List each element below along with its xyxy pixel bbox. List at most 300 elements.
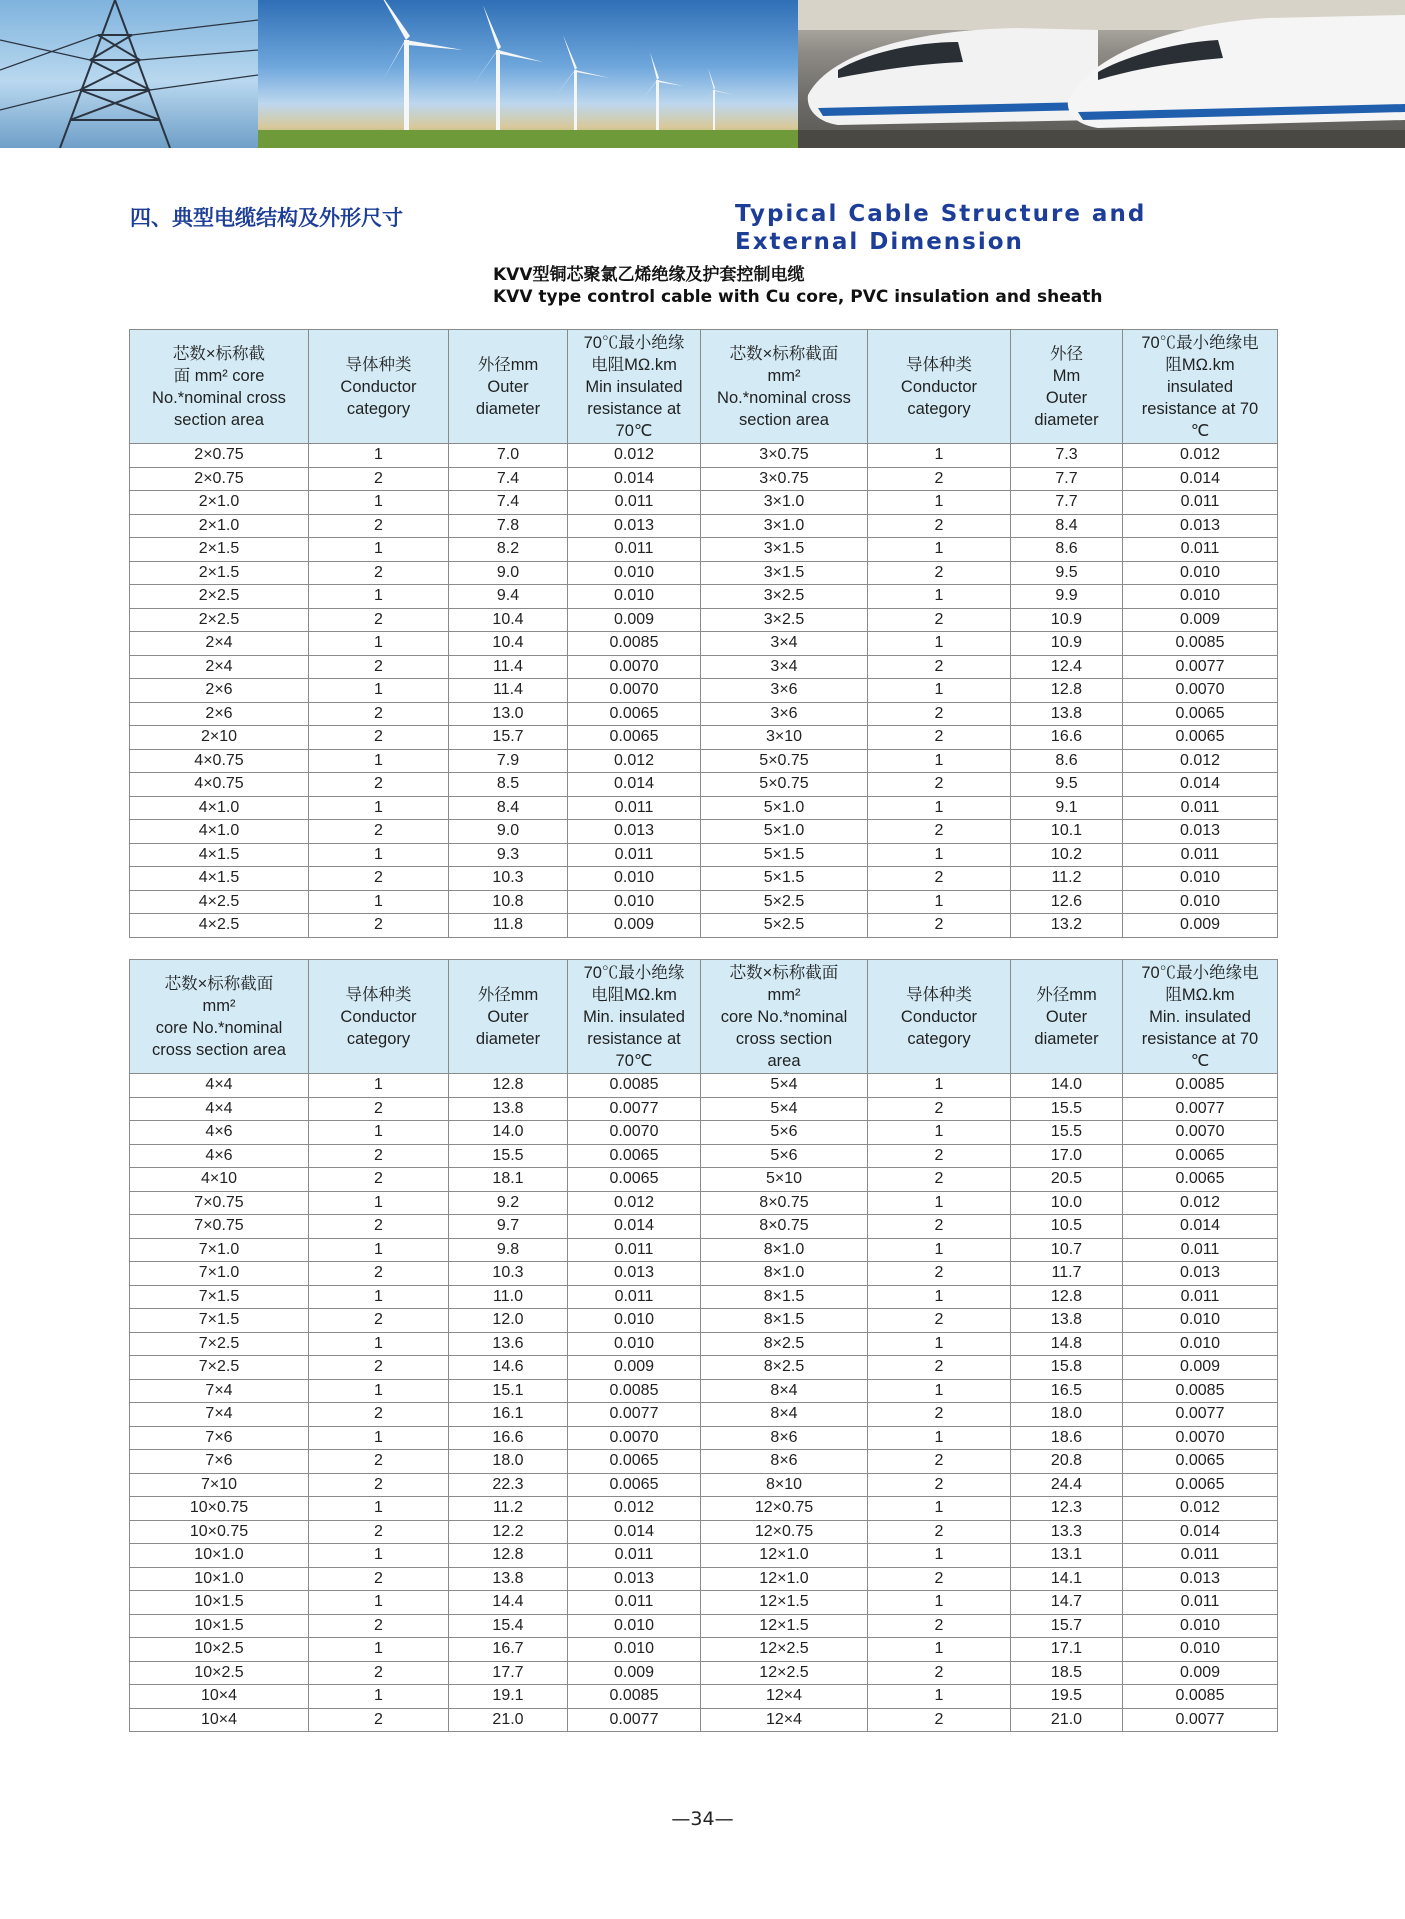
- table-cell: 2: [309, 867, 449, 891]
- table-cell: 3×2.5: [701, 608, 868, 632]
- table-cell: 16.1: [449, 1403, 568, 1427]
- table-cell: 17.1: [1011, 1638, 1123, 1662]
- table-cell: 10.8: [449, 890, 568, 914]
- table-cell: 0.010: [568, 585, 701, 609]
- table-cell: 7×1.0: [130, 1262, 309, 1286]
- column-header: [309, 960, 449, 1074]
- high-speed-train-image: [798, 0, 1405, 148]
- table-cell: 8.4: [449, 796, 568, 820]
- table-cell: 2: [868, 1450, 1011, 1474]
- table-cell: 10.4: [449, 632, 568, 656]
- column-header-line: 芯数×标称截面: [164, 974, 274, 993]
- table-cell: 2: [868, 561, 1011, 585]
- table-cell: 0.011: [1123, 1238, 1278, 1262]
- table-cell: 2: [309, 655, 449, 679]
- table-row: [130, 796, 1278, 820]
- table-row: [130, 1309, 1278, 1333]
- table-cell: 12×4: [701, 1708, 868, 1732]
- table-row: [130, 632, 1278, 656]
- table-cell: 10×0.75: [130, 1520, 309, 1544]
- table-cell: 0.010: [568, 1332, 701, 1356]
- column-header-line: cross section: [735, 1029, 833, 1048]
- column-header: [130, 330, 309, 444]
- table-row: [130, 1285, 1278, 1309]
- table-cell: 0.011: [568, 1544, 701, 1568]
- column-header: [868, 960, 1011, 1074]
- table-cell: 2: [868, 1262, 1011, 1286]
- table-header-row: [130, 960, 1278, 1074]
- table-cell: 1: [868, 1685, 1011, 1709]
- table-cell: 0.0085: [1123, 1379, 1278, 1403]
- table-cell: 10×2.5: [130, 1638, 309, 1662]
- table-cell: 4×0.75: [130, 749, 309, 773]
- table-cell: 2: [309, 1097, 449, 1121]
- table-cell: 13.2: [1011, 914, 1123, 938]
- table-cell: 5×1.0: [701, 820, 868, 844]
- table-cell: 1: [309, 1074, 449, 1098]
- table-cell: 8×1.5: [701, 1309, 868, 1333]
- table-cell: 0.011: [1123, 538, 1278, 562]
- table-cell: 0.0077: [568, 1708, 701, 1732]
- table-cell: 1: [309, 1497, 449, 1521]
- table-cell: 2×6: [130, 679, 309, 703]
- table-cell: 2: [309, 1450, 449, 1474]
- table-cell: 9.2: [449, 1191, 568, 1215]
- table-cell: 0.012: [568, 1191, 701, 1215]
- table-cell: 12×1.0: [701, 1544, 868, 1568]
- table-cell: 2: [868, 1309, 1011, 1333]
- table-cell: 8×1.0: [701, 1238, 868, 1262]
- table-cell: 0.0065: [1123, 1450, 1278, 1474]
- table-cell: 7×6: [130, 1450, 309, 1474]
- column-header-line: ℃: [1190, 1051, 1210, 1070]
- table-cell: 2×2.5: [130, 608, 309, 632]
- column-header-line: 导体种类: [345, 985, 412, 1004]
- table-cell: 11.4: [449, 679, 568, 703]
- table-cell: 4×6: [130, 1121, 309, 1145]
- column-header-line: Min. insulated: [583, 1007, 685, 1026]
- table-cell: 0.0085: [568, 1074, 701, 1098]
- table-cell: 1: [309, 1191, 449, 1215]
- table-cell: 12×2.5: [701, 1661, 868, 1685]
- table-row: [130, 1332, 1278, 1356]
- table-cell: 7.3: [1011, 444, 1123, 468]
- table-row: [130, 890, 1278, 914]
- table-cell: 3×6: [701, 679, 868, 703]
- table-cell: 2: [868, 914, 1011, 938]
- table-cell: 0.012: [1123, 1191, 1278, 1215]
- table-cell: 2: [868, 726, 1011, 750]
- table-cell: 0.010: [1123, 1309, 1278, 1333]
- table-cell: 1: [868, 1638, 1011, 1662]
- table-cell: 10×1.0: [130, 1567, 309, 1591]
- table-cell: 5×1.5: [701, 867, 868, 891]
- table-cell: 0.012: [568, 749, 701, 773]
- table-cell: 12.8: [1011, 1285, 1123, 1309]
- table-cell: 12.2: [449, 1520, 568, 1544]
- table-cell: 1: [309, 1638, 449, 1662]
- table-row: [130, 444, 1278, 468]
- table-row: [130, 1450, 1278, 1474]
- table-cell: 14.0: [449, 1121, 568, 1145]
- table-cell: 0.0085: [1123, 1074, 1278, 1098]
- column-header-line: 电阻MΩ.km: [591, 985, 677, 1004]
- table-cell: 2×2.5: [130, 585, 309, 609]
- table-row: [130, 514, 1278, 538]
- table-cell: 0.010: [568, 867, 701, 891]
- table-row: [130, 1614, 1278, 1638]
- table-cell: 7×0.75: [130, 1215, 309, 1239]
- table-cell: 1: [309, 1379, 449, 1403]
- table-cell: 2: [309, 702, 449, 726]
- table-cell: 1: [309, 1544, 449, 1568]
- table-cell: 2: [309, 1708, 449, 1732]
- column-header-line: 导体种类: [906, 985, 972, 1004]
- table-cell: 8×6: [701, 1426, 868, 1450]
- table-cell: 1: [309, 1238, 449, 1262]
- column-header-line: 导体种类: [906, 355, 972, 374]
- table-cell: 10.9: [1011, 608, 1123, 632]
- table-cell: 2: [868, 1097, 1011, 1121]
- table-cell: 4×1.5: [130, 867, 309, 891]
- table-cell: 0.009: [568, 608, 701, 632]
- table-cell: 0.010: [1123, 561, 1278, 585]
- table-cell: 9.0: [449, 820, 568, 844]
- table-cell: 7×1.0: [130, 1238, 309, 1262]
- table-cell: 20.8: [1011, 1450, 1123, 1474]
- table-cell: 4×1.0: [130, 796, 309, 820]
- table-row: [130, 1544, 1278, 1568]
- table-cell: 0.0065: [568, 726, 701, 750]
- column-header-line: 70℃最小绝缘: [583, 333, 685, 352]
- table-cell: 7×4: [130, 1403, 309, 1427]
- table-cell: 12×1.5: [701, 1591, 868, 1615]
- table-cell: 13.8: [449, 1567, 568, 1591]
- table-cell: 0.0065: [1123, 726, 1278, 750]
- table-cell: 2×4: [130, 632, 309, 656]
- column-header-line: resistance at 70: [1141, 1029, 1259, 1048]
- table-cell: 12.6: [1011, 890, 1123, 914]
- column-header-line: Min. insulated: [1149, 1007, 1251, 1026]
- table-cell: 14.1: [1011, 1567, 1123, 1591]
- table-cell: 2: [309, 1473, 449, 1497]
- table-cell: 0.0065: [1123, 1473, 1278, 1497]
- table-cell: 1: [868, 1544, 1011, 1568]
- table-cell: 2: [868, 1567, 1011, 1591]
- table-cell: 1: [309, 1426, 449, 1450]
- table-cell: 11.2: [1011, 867, 1123, 891]
- table-cell: 18.1: [449, 1168, 568, 1192]
- column-header: [130, 960, 309, 1074]
- table-cell: 0.011: [568, 843, 701, 867]
- table-cell: 5×4: [701, 1074, 868, 1098]
- table-cell: 0.011: [568, 796, 701, 820]
- table-cell: 4×2.5: [130, 890, 309, 914]
- table-cell: 18.6: [1011, 1426, 1123, 1450]
- column-header-line: 70℃最小绝缘: [583, 963, 685, 982]
- table-cell: 0.011: [1123, 491, 1278, 515]
- table-cell: 1: [309, 679, 449, 703]
- table-cell: 14.8: [1011, 1332, 1123, 1356]
- table-cell: 1: [309, 749, 449, 773]
- table-cell: 8×2.5: [701, 1332, 868, 1356]
- table-cell: 0.010: [568, 561, 701, 585]
- table-cell: 0.0070: [568, 1121, 701, 1145]
- table-cell: 1: [309, 444, 449, 468]
- table-cell: 12×0.75: [701, 1497, 868, 1521]
- table-cell: 9.1: [1011, 796, 1123, 820]
- table-cell: 9.4: [449, 585, 568, 609]
- table-cell: 8×4: [701, 1403, 868, 1427]
- table-cell: 1: [309, 1121, 449, 1145]
- table-cell: 0.013: [568, 514, 701, 538]
- table-cell: 8×0.75: [701, 1215, 868, 1239]
- table-cell: 9.9: [1011, 585, 1123, 609]
- table-row: [130, 561, 1278, 585]
- table-cell: 18.0: [1011, 1403, 1123, 1427]
- table-row: [130, 608, 1278, 632]
- table-row: [130, 843, 1278, 867]
- column-header-line: category: [346, 1029, 411, 1048]
- table-cell: 0.013: [1123, 1262, 1278, 1286]
- table-cell: 1: [309, 890, 449, 914]
- table-cell: 1: [868, 585, 1011, 609]
- table-cell: 0.013: [1123, 514, 1278, 538]
- table-row: [130, 1661, 1278, 1685]
- table-cell: 2: [868, 1168, 1011, 1192]
- table-cell: 8×0.75: [701, 1191, 868, 1215]
- table-cell: 0.0065: [568, 1473, 701, 1497]
- table-cell: 0.014: [1123, 1520, 1278, 1544]
- table-cell: 2: [868, 1614, 1011, 1638]
- table-cell: 10×1.5: [130, 1614, 309, 1638]
- table-row: [130, 655, 1278, 679]
- table-cell: 5×6: [701, 1121, 868, 1145]
- table-cell: 1: [868, 1497, 1011, 1521]
- cable-spec-table-1: [129, 329, 1278, 938]
- table-cell: 0.012: [1123, 444, 1278, 468]
- table-cell: 4×1.0: [130, 820, 309, 844]
- table-cell: 10.7: [1011, 1238, 1123, 1262]
- table-cell: 7.9: [449, 749, 568, 773]
- table-cell: 10×4: [130, 1708, 309, 1732]
- column-header-line: insulated: [1166, 377, 1234, 396]
- table-cell: 2×1.0: [130, 514, 309, 538]
- column-header-line: 芯数×标称截面: [729, 963, 839, 982]
- table-cell: 0.0065: [568, 1144, 701, 1168]
- column-header-line: Conductor: [900, 1007, 978, 1026]
- column-header-line: 导体种类: [345, 355, 412, 374]
- table-cell: 0.0085: [568, 1685, 701, 1709]
- column-header-line: core No.*nominal: [720, 1007, 848, 1026]
- table-cell: 0.011: [568, 1591, 701, 1615]
- table-cell: 1: [868, 796, 1011, 820]
- table-cell: 0.0065: [1123, 1168, 1278, 1192]
- table-cell: 10.9: [1011, 632, 1123, 656]
- table-cell: 10×1.5: [130, 1591, 309, 1615]
- table-cell: 2: [868, 1708, 1011, 1732]
- table-cell: 8×1.0: [701, 1262, 868, 1286]
- table-cell: 7.7: [1011, 467, 1123, 491]
- table-cell: 5×1.0: [701, 796, 868, 820]
- table-cell: 2: [868, 1356, 1011, 1380]
- table-cell: 12×1.5: [701, 1614, 868, 1638]
- column-header: [449, 960, 568, 1074]
- table-cell: 2×10: [130, 726, 309, 750]
- table-cell: 10.2: [1011, 843, 1123, 867]
- table-cell: 0.0065: [568, 702, 701, 726]
- table-cell: 1: [868, 491, 1011, 515]
- table-cell: 2: [309, 773, 449, 797]
- column-header-line: cross section area: [152, 1040, 286, 1059]
- table-row: [130, 1708, 1278, 1732]
- column-header-line: category: [907, 399, 971, 418]
- table-cell: 10.3: [449, 1262, 568, 1286]
- table-cell: 2×0.75: [130, 467, 309, 491]
- table-cell: 3×4: [701, 655, 868, 679]
- table-row: [130, 1168, 1278, 1192]
- table-cell: 0.011: [1123, 1591, 1278, 1615]
- section-title-cn: 四、典型电缆结构及外形尺寸: [130, 206, 403, 230]
- table-cell: 1: [309, 1685, 449, 1709]
- table-cell: 1: [868, 538, 1011, 562]
- table-cell: 3×1.5: [701, 538, 868, 562]
- table-cell: 0.0085: [1123, 1685, 1278, 1709]
- table-cell: 0.011: [568, 1285, 701, 1309]
- table-cell: 1: [868, 1285, 1011, 1309]
- table-cell: 0.009: [1123, 1356, 1278, 1380]
- column-header-line: ℃: [1190, 421, 1210, 440]
- column-header-line: core No.*nominal: [155, 1018, 283, 1037]
- table-cell: 12×0.75: [701, 1520, 868, 1544]
- column-header-line: mm²: [767, 985, 801, 1004]
- table-cell: 0.013: [568, 820, 701, 844]
- table-cell: 17.0: [1011, 1144, 1123, 1168]
- table-cell: 0.010: [568, 1638, 701, 1662]
- table-cell: 1: [309, 538, 449, 562]
- table-row: [130, 1685, 1278, 1709]
- table-row: [130, 679, 1278, 703]
- table-row: [130, 1567, 1278, 1591]
- table-cell: 0.009: [568, 1661, 701, 1685]
- table-cell: 22.3: [449, 1473, 568, 1497]
- column-header-line: 芯数×标称截面: [729, 344, 839, 363]
- table-cell: 2: [309, 1567, 449, 1591]
- table-cell: 7×4: [130, 1379, 309, 1403]
- table-cell: 16.6: [449, 1426, 568, 1450]
- table-cell: 8.5: [449, 773, 568, 797]
- table-cell: 1: [868, 1379, 1011, 1403]
- column-header: [1123, 960, 1278, 1074]
- table-cell: 7.8: [449, 514, 568, 538]
- table-cell: 0.010: [1123, 867, 1278, 891]
- table-cell: 11.2: [449, 1497, 568, 1521]
- table-cell: 4×1.5: [130, 843, 309, 867]
- table-cell: 14.4: [449, 1591, 568, 1615]
- column-header-line: category: [907, 1029, 971, 1048]
- table-cell: 1: [309, 632, 449, 656]
- column-header-line: Outer: [487, 377, 529, 396]
- table-cell: 16.5: [1011, 1379, 1123, 1403]
- table-cell: 2×6: [130, 702, 309, 726]
- table-cell: 16.7: [449, 1638, 568, 1662]
- column-header-line: resistance at: [587, 399, 681, 418]
- table-cell: 2: [868, 1144, 1011, 1168]
- column-header-line: section area: [174, 410, 264, 429]
- column-header-line: 外径mm: [477, 355, 539, 374]
- table-cell: 10.4: [449, 608, 568, 632]
- column-header: [449, 330, 568, 444]
- table-row: [130, 585, 1278, 609]
- table-cell: 0.0070: [568, 655, 701, 679]
- table-cell: 8×6: [701, 1450, 868, 1474]
- table-cell: 19.5: [1011, 1685, 1123, 1709]
- section-title-en: Typical Cable Structure and External Dimension: [735, 201, 1147, 255]
- table-cell: 3×2.5: [701, 585, 868, 609]
- table-cell: 1: [868, 890, 1011, 914]
- table-cell: 5×2.5: [701, 890, 868, 914]
- table-cell: 0.0070: [1123, 679, 1278, 703]
- wind-turbines-image: [258, 0, 798, 148]
- table-cell: 0.0070: [1123, 1426, 1278, 1450]
- power-tower-image: [0, 0, 258, 148]
- table-cell: 1: [868, 632, 1011, 656]
- table-cell: 2: [309, 1661, 449, 1685]
- column-header-line: section area: [739, 410, 829, 429]
- table-cell: 0.009: [1123, 1661, 1278, 1685]
- column-header-line: resistance at: [587, 1029, 681, 1048]
- table-cell: 2×1.5: [130, 561, 309, 585]
- table-cell: 12×2.5: [701, 1638, 868, 1662]
- table-cell: 2: [868, 1473, 1011, 1497]
- column-header-line: Outer: [1045, 388, 1088, 407]
- table-cell: 5×0.75: [701, 773, 868, 797]
- table-cell: 1: [868, 1591, 1011, 1615]
- column-header: [701, 960, 868, 1074]
- table-cell: 9.5: [1011, 561, 1123, 585]
- column-header-line: diameter: [475, 399, 541, 418]
- table-cell: 0.009: [1123, 608, 1278, 632]
- column-header-line: 70℃最小绝缘电: [1141, 963, 1259, 982]
- table-cell: 10×0.75: [130, 1497, 309, 1521]
- column-header-line: category: [346, 399, 411, 418]
- table-row: [130, 914, 1278, 938]
- table-cell: 18.5: [1011, 1661, 1123, 1685]
- table-cell: 10.5: [1011, 1215, 1123, 1239]
- table-cell: 7×0.75: [130, 1191, 309, 1215]
- column-header-line: 70℃: [615, 1051, 653, 1070]
- column-header-line: 面 mm² core: [173, 366, 265, 385]
- column-header-line: 外径mm: [1036, 985, 1097, 1004]
- column-header-line: 外径mm: [477, 985, 539, 1004]
- table-cell: 7.7: [1011, 491, 1123, 515]
- table-cell: 11.7: [1011, 1262, 1123, 1286]
- table-cell: 3×4: [701, 632, 868, 656]
- table-cell: 0.010: [1123, 890, 1278, 914]
- table-cell: 1: [868, 1121, 1011, 1145]
- table-row: [130, 538, 1278, 562]
- table-cell: 2: [309, 608, 449, 632]
- column-header: [309, 330, 449, 444]
- table-cell: 1: [868, 444, 1011, 468]
- column-header: [1123, 330, 1278, 444]
- table-cell: 13.8: [1011, 702, 1123, 726]
- cable-subtitle: [493, 264, 1102, 308]
- table-cell: 2: [309, 1520, 449, 1544]
- table-cell: 2: [868, 1520, 1011, 1544]
- table-cell: 2: [309, 1309, 449, 1333]
- table-cell: 0.0077: [1123, 655, 1278, 679]
